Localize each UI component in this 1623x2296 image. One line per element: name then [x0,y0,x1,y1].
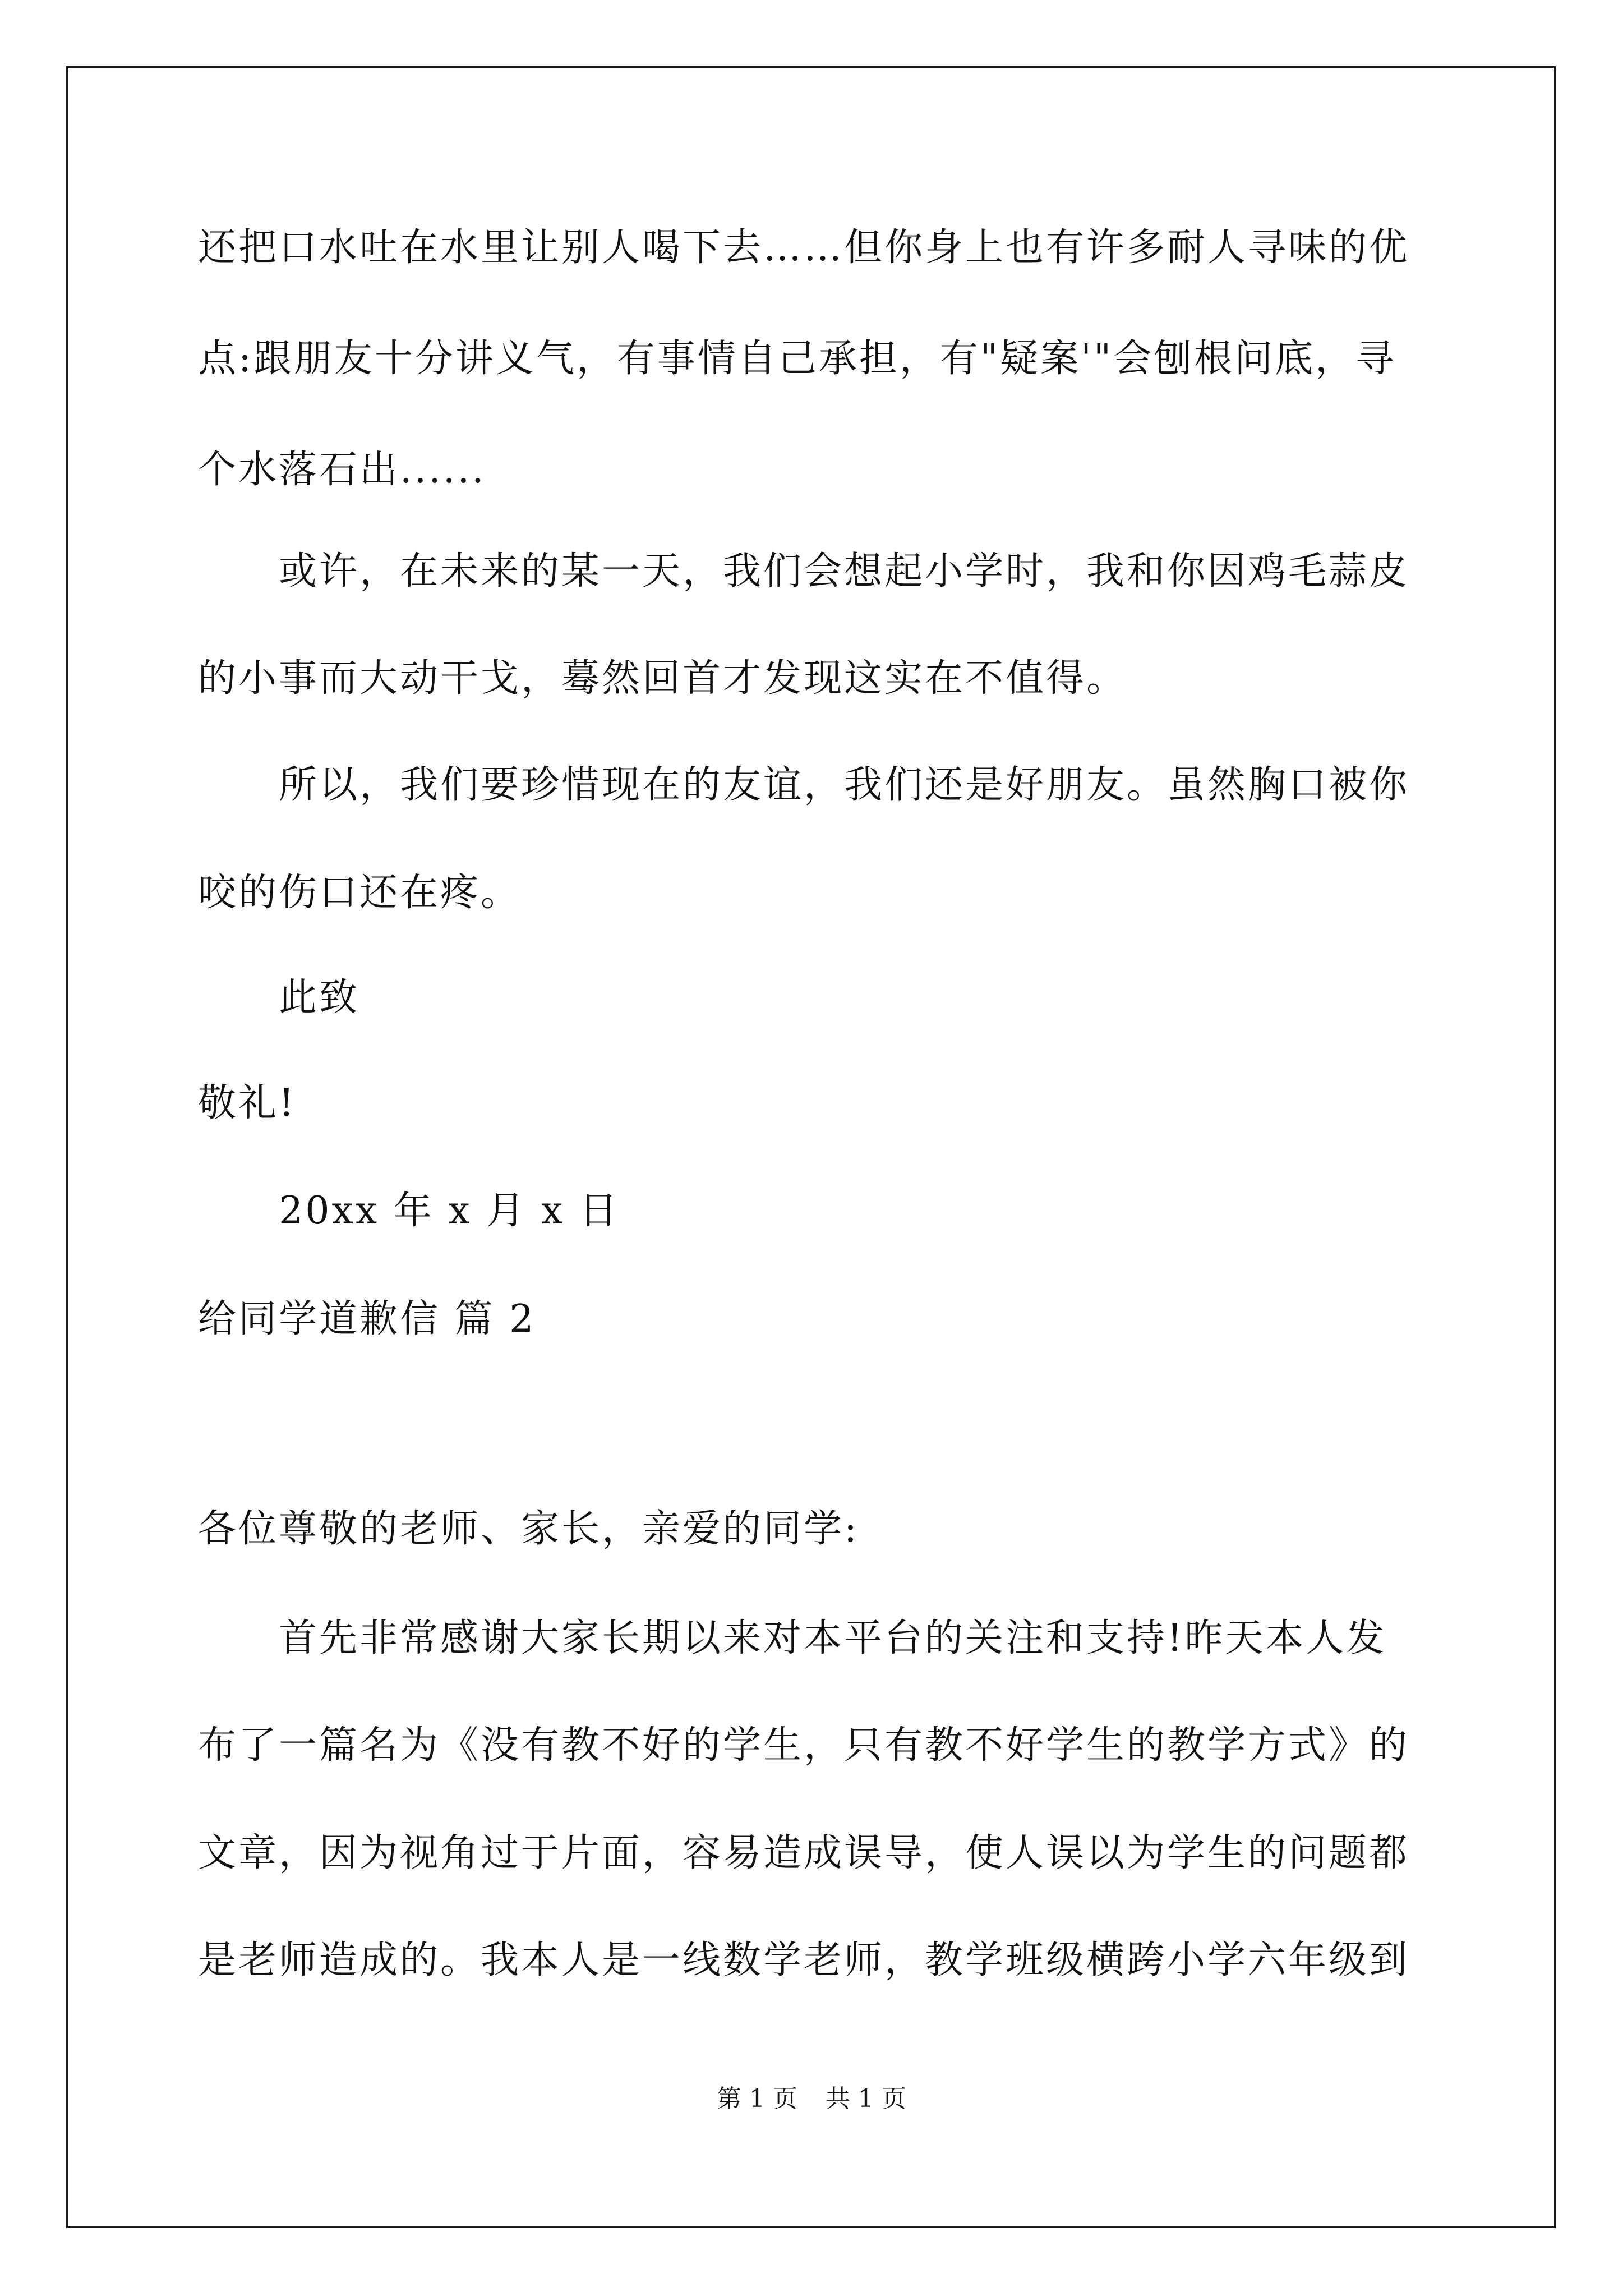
paragraph-start-line: 或许，在未来的某一天，我们会想起小学时，我和你因鸡毛蒜皮 [279,549,1410,593]
text-line: 的小事而大动干戈，蓦然回首才发现这实在不值得。 [198,656,1127,701]
page-total: 共 1 页 [826,2085,906,2113]
letter-date: 20xx 年 x 月 x 日 [279,1189,620,1233]
text-line: 个水落石出...... [198,448,486,492]
paragraph-start-line: 首先非常感谢大家长期以来对本平台的关注和支持!昨天本人发 [279,1616,1387,1660]
text-line: 咬的伤口还在疼。 [198,871,522,915]
page-border [66,66,1556,2228]
closing-regards: 敬礼! [198,1081,297,1125]
text-line: 是老师造成的。我本人是一线数学老师，教学班级横跨小学六年级到 [198,1938,1410,1982]
letter-greeting: 各位尊敬的老师、家长，亲爱的同学: [198,1507,859,1551]
text-line: 还把口水吐在水里让别人喝下去……但你身上也有许多耐人寻味的优 [198,226,1410,270]
page-number: 第 1 页 [717,2085,797,2113]
closing-salutation: 此致 [279,976,360,1020]
paragraph-start-line: 所以，我们要珍惜现在的友谊，我们还是好朋友。虽然胸口被你 [279,763,1410,807]
section-heading: 给同学道歉信 篇 2 [198,1297,536,1341]
text-line: 布了一篇名为《没有教不好的学生，只有教不好学生的教学方式》的 [198,1723,1410,1768]
text-line: 点:跟朋友十分讲义气，有事情自己承担，有"疑案'"会刨根问底，寻 [198,337,1396,381]
page-footer [0,2087,1623,2111]
text-line: 文章，因为视角过于片面，容易造成误导，使人误以为学生的问题都 [198,1831,1410,1875]
